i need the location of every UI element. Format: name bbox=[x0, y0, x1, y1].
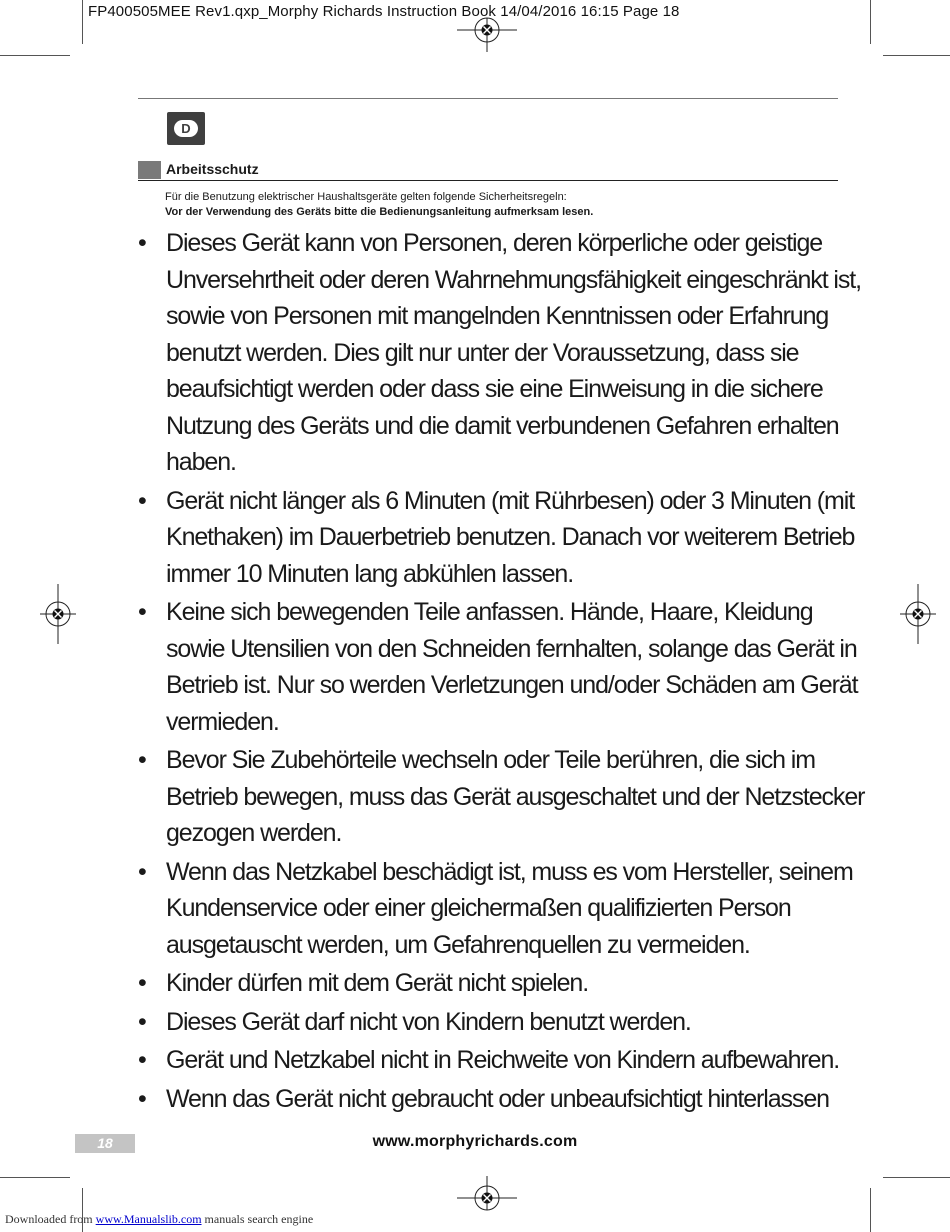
list-item bbox=[138, 1004, 873, 1041]
crop-mark bbox=[0, 1177, 70, 1178]
intro-line-bold: Vor der Verwendung des Geräts bitte die Bedienungsanleitung aufmerksam lesen. bbox=[165, 206, 594, 218]
list-item-text: Dieses Gerät darf nicht von Kindern benutzt werden. bbox=[166, 1007, 691, 1036]
list-item-text: Dieses Gerät kann von Personen, deren körperliche oder geistige Unversehrtheit oder deren Wahrnehmungsfähigkeit eingeschränkt ist, sowie von Personen mit mangelnden Kenntnissen oder Erfahrung benutzt werden. Dies gilt nur unter der Voraussetzung, dass sie beaufsichtigt werden oder dass sie eine Einweisung in die sichere Nutzung des Geräts und die damit verbundenen Gefahren erhalten haben. bbox=[166, 229, 861, 476]
bullet-icon: • bbox=[138, 857, 147, 886]
page-number: 18 bbox=[75, 1134, 135, 1153]
list-item-text: Keine sich bewegenden Teile anfassen. Hände, Haare, Kleidung sowie Utensilien von den Schneiden fernhalten, solange das Gerät in Betrieb ist. Nur so werden Verletzungen und/oder Schäden am Gerät vermieden. bbox=[166, 598, 858, 736]
language-badge bbox=[167, 112, 205, 145]
registration-mark-icon bbox=[28, 584, 88, 644]
crop-mark bbox=[0, 55, 70, 56]
manualslib-link[interactable]: www.Manualslib.com bbox=[95, 1212, 202, 1226]
bullet-icon: • bbox=[138, 969, 147, 997]
section-header bbox=[138, 160, 838, 181]
list-item-text: Wenn das Netzkabel beschädigt ist, muss es vom Hersteller, seinem Kundenservice oder einer gleichermaßen qualifizierten Person ausgetauscht werden, um Gefahrenquellen zu vermeiden. bbox=[166, 857, 853, 959]
registration-mark-icon bbox=[457, 0, 517, 60]
list-item bbox=[138, 854, 873, 964]
language-badge-label: D bbox=[174, 120, 198, 137]
bullet-icon: • bbox=[138, 1046, 147, 1074]
intro-line: Für die Benutzung elektrischer Haushaltsgeräte gelten folgende Sicherheitsregeln: bbox=[165, 191, 567, 203]
crop-mark bbox=[870, 0, 871, 44]
list-item-text: Wenn das Gerät nicht gebraucht oder unbeaufsichtigt hinterlassen bbox=[166, 1084, 829, 1113]
bullet-icon: • bbox=[138, 746, 147, 774]
download-prefix: Downloaded from bbox=[5, 1212, 96, 1226]
crop-mark bbox=[883, 1177, 950, 1178]
top-rule bbox=[138, 98, 838, 99]
crop-mark bbox=[82, 0, 83, 44]
bullet-icon: • bbox=[138, 229, 147, 257]
list-item bbox=[138, 225, 873, 481]
section-title: Arbeitsschutz bbox=[166, 161, 259, 177]
list-item bbox=[138, 483, 873, 593]
list-item bbox=[138, 594, 873, 740]
list-item-text: Gerät nicht länger als 6 Minuten (mit Rührbesen) oder 3 Minuten (mit Knethaken) im Dauerbetrieb benutzen. Danach vor weiterem Betrieb immer 10 Minuten lang abkühlen lassen. bbox=[166, 486, 855, 588]
section-marker bbox=[138, 161, 161, 179]
list-item bbox=[138, 1081, 873, 1118]
bullet-icon: • bbox=[138, 598, 147, 626]
list-item-text: Bevor Sie Zubehörteile wechseln oder Teile berühren, die sich im Betrieb bewegen, muss das Gerät ausgeschaltet und der Netzstecker gezogen werden. bbox=[166, 746, 865, 847]
registration-mark-icon bbox=[457, 1168, 517, 1228]
list-item bbox=[138, 1042, 873, 1079]
print-slug: FP400505MEE Rev1.qxp_Morphy Richards Instruction Book 14/04/2016 16:15 Page 18 bbox=[88, 3, 680, 20]
intro-text bbox=[165, 190, 835, 220]
list-item-text: Kinder dürfen mit dem Gerät nicht spielen. bbox=[166, 969, 589, 997]
list-item-text: Gerät und Netzkabel nicht in Reichweite von Kindern aufbewahren. bbox=[166, 1046, 840, 1074]
bullet-icon: • bbox=[138, 486, 147, 515]
download-notice bbox=[5, 1212, 313, 1227]
safety-bullet-list bbox=[138, 225, 873, 1119]
list-item bbox=[138, 742, 873, 852]
bullet-icon: • bbox=[138, 1007, 147, 1036]
registration-mark-icon bbox=[888, 584, 948, 644]
crop-mark bbox=[883, 55, 950, 56]
download-suffix: manuals search engine bbox=[201, 1212, 314, 1226]
crop-mark bbox=[870, 1188, 871, 1232]
website-footer: www.morphyrichards.com bbox=[372, 1133, 578, 1150]
list-item bbox=[138, 965, 873, 1002]
bullet-icon: • bbox=[138, 1084, 147, 1113]
